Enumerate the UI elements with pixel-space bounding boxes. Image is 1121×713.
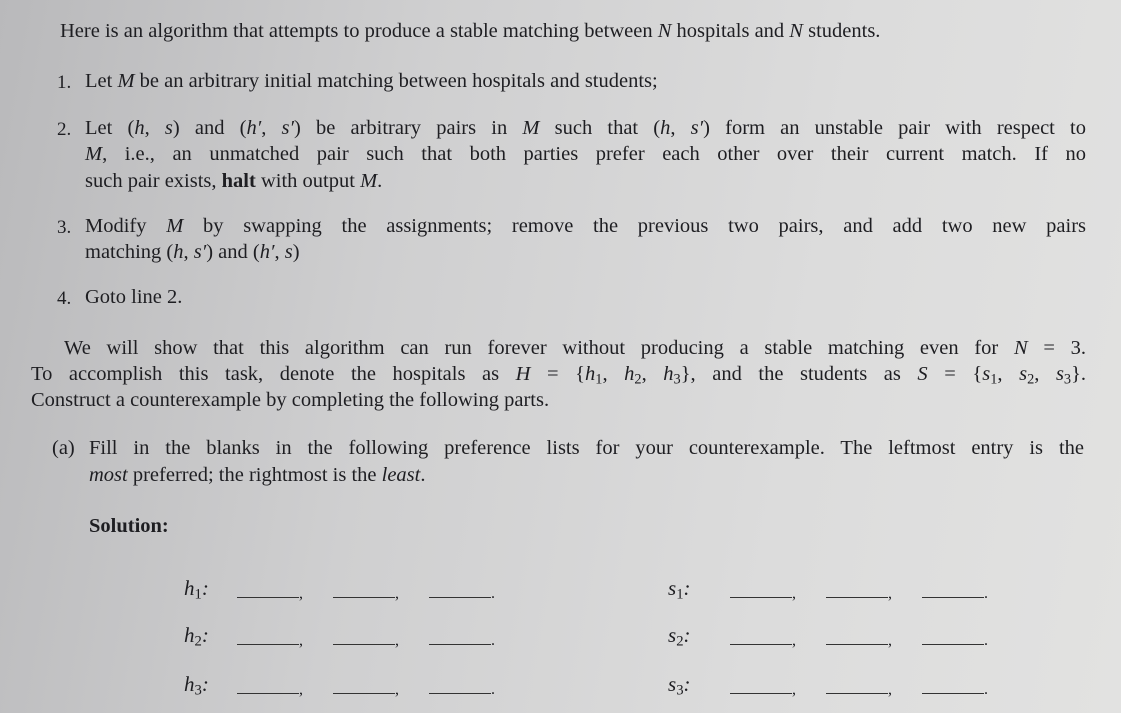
- hospitals-name: h: [184, 623, 195, 647]
- text-run: Modify: [85, 215, 167, 237]
- text-run: h′: [246, 117, 262, 139]
- blank-separator: ,: [888, 632, 892, 649]
- students-subscript: 3: [676, 682, 684, 699]
- text-run: ,: [183, 241, 194, 263]
- step-number: 2.: [57, 119, 72, 140]
- blank-separator: ,: [395, 632, 399, 649]
- blank-separator: ,: [888, 681, 892, 698]
- blank-separator: ,: [792, 585, 796, 602]
- text-run: Let: [85, 70, 118, 92]
- text-run: }.: [1071, 363, 1087, 385]
- blank-separator: .: [491, 585, 495, 602]
- step-number: 1.: [57, 72, 72, 93]
- hospitals-label: $h_1$:: [184, 576, 209, 603]
- text-run: matching (: [85, 241, 174, 263]
- text-run: }, and the students as: [680, 363, 918, 385]
- text-run: M: [166, 215, 184, 237]
- step-text: [85, 286, 182, 309]
- hospitals-preference-blank[interactable]: [333, 644, 395, 645]
- text-run: Let (: [85, 117, 135, 139]
- part-a-text: [89, 464, 425, 487]
- hospitals-label: $h_2$:: [184, 623, 209, 650]
- blank-separator: .: [984, 585, 988, 602]
- text-run: .: [420, 464, 426, 486]
- text-run: ,: [641, 363, 664, 385]
- students-name: s: [668, 576, 677, 600]
- part-a-label: (a): [52, 437, 75, 459]
- students-label: $s_2$:: [668, 623, 691, 650]
- step-text: [85, 117, 1086, 140]
- students-preference-blank[interactable]: [922, 693, 984, 694]
- text-run: h: [624, 363, 635, 385]
- text-run: = {: [927, 363, 983, 385]
- hospitals-preference-blank[interactable]: [237, 693, 299, 694]
- blank-separator: ,: [395, 681, 399, 698]
- hospitals-preference-blank[interactable]: [333, 597, 395, 598]
- text-run: 1: [595, 371, 603, 388]
- hospitals-name: h: [184, 576, 195, 600]
- text-run: ,: [274, 241, 285, 263]
- hospitals-subscript: 3: [194, 682, 202, 699]
- step-text: [85, 143, 1086, 166]
- text-run: ,: [670, 117, 691, 139]
- text-run: .: [377, 170, 383, 192]
- text-run: N: [1013, 337, 1028, 359]
- text-run: = 3.: [1027, 337, 1087, 359]
- text-run: 2: [634, 371, 642, 388]
- text-run: ) and (: [172, 117, 247, 139]
- text-run: s: [982, 363, 991, 385]
- text-run: , i.e., an unmatched pair such that both parties prefer each other over their current match. If no: [102, 143, 1086, 165]
- students-preference-blank[interactable]: [922, 644, 984, 645]
- text-run: ) and (: [206, 241, 260, 263]
- students-preference-blank[interactable]: [730, 597, 792, 598]
- hospitals-name: h: [184, 672, 195, 696]
- text-run: by swapping the assignments; remove the previous two pairs, and add two new pairs: [183, 215, 1087, 237]
- blank-separator: .: [984, 632, 988, 649]
- text-run: M: [85, 143, 103, 165]
- text-run: = {: [530, 363, 586, 385]
- students-preference-blank[interactable]: [826, 597, 888, 598]
- text-run: h: [585, 363, 596, 385]
- blank-separator: ,: [792, 632, 796, 649]
- text-run: Goto line 2.: [85, 286, 183, 308]
- text-run: s: [1019, 363, 1028, 385]
- text-run: ) be arbitrary pairs in: [293, 117, 523, 139]
- students-name: s: [668, 672, 677, 696]
- blank-separator: ,: [888, 585, 892, 602]
- text-run: preferred; the rightmost is the: [127, 464, 382, 486]
- text-run: hospitals and: [671, 20, 790, 42]
- hospitals-preference-blank[interactable]: [429, 644, 491, 645]
- text-run: h: [173, 241, 184, 263]
- hospitals-preference-blank[interactable]: [237, 597, 299, 598]
- blank-separator: .: [491, 681, 495, 698]
- step-text: [85, 241, 300, 264]
- blank-separator: .: [491, 632, 495, 649]
- text-run: least: [381, 464, 421, 486]
- step-text: [85, 70, 658, 93]
- text-run: s′: [193, 241, 207, 263]
- step-number: 4.: [57, 288, 72, 309]
- hospitals-preference-blank[interactable]: [429, 597, 491, 598]
- text-run: Fill in the blanks in the following preference lists for your counterexample. The leftmost entry is the: [89, 437, 1084, 459]
- text-run: s′: [690, 117, 704, 139]
- hospitals-label: $h_3$:: [184, 672, 209, 699]
- text-run: ) form an unstable pair with respect to: [703, 117, 1086, 139]
- text-run: ,: [144, 117, 165, 139]
- text-run: s: [164, 117, 173, 139]
- step-text: [85, 170, 382, 193]
- intro-text: [60, 20, 880, 43]
- blank-separator: .: [984, 681, 988, 698]
- text-run: M: [360, 170, 378, 192]
- text-run: most: [89, 464, 128, 486]
- blank-separator: ,: [299, 632, 303, 649]
- text-run: S: [917, 363, 928, 385]
- text-run: ,: [997, 363, 1020, 385]
- text-run: 3: [1063, 371, 1072, 388]
- blank-separator: ,: [792, 681, 796, 698]
- blank-separator: ,: [299, 585, 303, 602]
- text-run: To accomplish this task, denote the hospitals as: [31, 363, 516, 385]
- text-run: N: [789, 20, 803, 42]
- blank-separator: ,: [299, 681, 303, 698]
- text-run: M: [522, 117, 540, 139]
- text-run: ): [292, 241, 300, 263]
- blank-separator: ,: [395, 585, 399, 602]
- text-run: halt: [221, 170, 256, 192]
- students-name: s: [668, 623, 677, 647]
- text-run: M: [117, 70, 135, 92]
- students-subscript: 1: [676, 586, 684, 603]
- paragraph-text: [31, 389, 549, 412]
- text-run: Here is an algorithm that attempts to produce a stable matching between: [60, 20, 658, 42]
- students-preference-blank[interactable]: [922, 597, 984, 598]
- text-run: h: [663, 363, 674, 385]
- text-run: such pair exists,: [85, 170, 222, 192]
- hospitals-preference-blank[interactable]: [429, 693, 491, 694]
- text-run: 3: [673, 371, 681, 388]
- text-run: students.: [802, 20, 881, 42]
- text-run: ,: [1034, 363, 1056, 385]
- text-run: Construct a counterexample by completing the following parts.: [31, 389, 550, 411]
- text-run: such that (: [539, 117, 661, 139]
- hospitals-subscript: 1: [194, 586, 202, 603]
- students-preference-blank[interactable]: [730, 693, 792, 694]
- students-label: $s_1$:: [668, 576, 691, 603]
- text-run: s: [1055, 363, 1064, 385]
- text-run: h′: [259, 241, 275, 263]
- text-run: ,: [261, 117, 282, 139]
- text-run: be an arbitrary initial matching between hospitals and students;: [134, 70, 658, 92]
- solution-label: Solution:: [89, 515, 169, 537]
- text-run: s: [284, 241, 293, 263]
- step-number: 3.: [57, 217, 72, 238]
- students-preference-blank[interactable]: [826, 693, 888, 694]
- hospitals-subscript: 2: [194, 633, 202, 650]
- text-run: We will show that this algorithm can run forever without producing a stable matching even for: [64, 337, 1014, 359]
- text-run: 2: [1027, 371, 1035, 388]
- text-run: N: [657, 20, 672, 42]
- students-preference-blank[interactable]: [826, 644, 888, 645]
- text-run: h: [134, 117, 145, 139]
- students-subscript: 2: [676, 633, 684, 650]
- students-label: $s_3$:: [668, 672, 691, 699]
- part-a-text: [89, 437, 1084, 460]
- text-run: with output: [255, 170, 361, 192]
- text-run: h: [660, 117, 671, 139]
- hospitals-preference-blank[interactable]: [237, 644, 299, 645]
- text-run: s′: [281, 117, 294, 139]
- step-text: [85, 215, 1086, 238]
- text-run: H: [515, 363, 531, 385]
- text-run: 1: [990, 371, 998, 388]
- students-preference-blank[interactable]: [730, 644, 792, 645]
- paragraph-text: [64, 337, 1086, 360]
- text-run: ,: [602, 363, 625, 385]
- hospitals-preference-blank[interactable]: [333, 693, 395, 694]
- paragraph-text: [31, 363, 1086, 389]
